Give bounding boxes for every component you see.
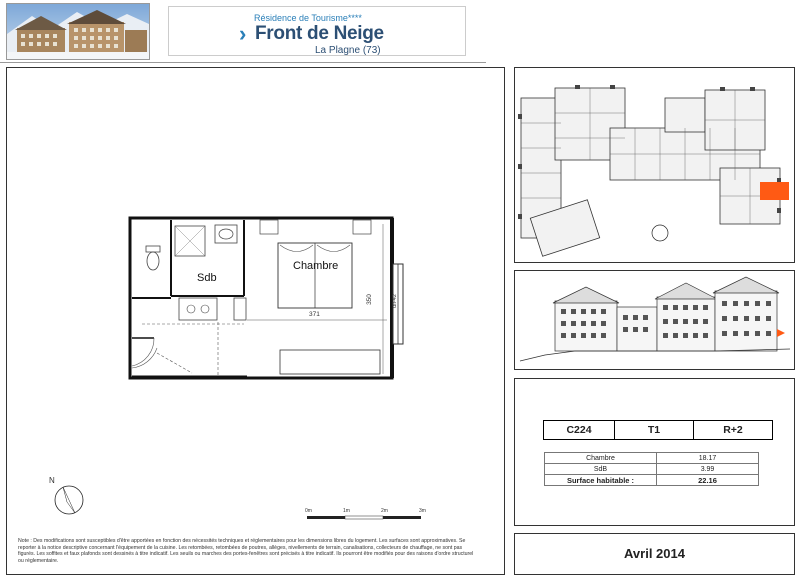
surface-row xyxy=(545,464,759,475)
surface-total-value: 22.16 xyxy=(657,475,759,486)
plan-date: Avril 2014 xyxy=(624,546,685,561)
disclaimer-note: Note : Des modifications sont susceptibles d'être apportées en fonction des nécessités techniques et réglementaires pour les dimensions libres du logement. Les surfaces sont approximatives. Se reporter à la notice descriptive concernant l'équipement de la cuisine. Les retombées, retombées de poutres, allèges, nivellements de terrain, canalisations, collecteurs de chauffage, ne sont pas figurés. Les soffites et faux plafonds sont dessinés à titre indicatif. Les seuils ou marches des portes-fenêtres sont précisés à titre indicatif. Ils pourront être modifiés pour des raisons d'ordre structurel ou réglementaire. xyxy=(18,538,474,564)
surface-table xyxy=(544,452,759,486)
floor-level: R+2 xyxy=(694,421,773,440)
surface-room-label: Chambre xyxy=(545,453,657,464)
scale-tick-1: 1m xyxy=(343,508,350,514)
dimension-depth: 350 xyxy=(365,294,373,305)
scale-tick-2: 2m xyxy=(381,508,388,514)
surface-row xyxy=(545,453,759,464)
reference-table xyxy=(543,420,773,440)
facade-drawing xyxy=(515,271,794,369)
facade-elevation-panel xyxy=(514,270,795,370)
apartment-type: T1 xyxy=(615,421,694,440)
residence-label: Résidence de Tourisme**** xyxy=(254,13,362,23)
site-plan-panel xyxy=(514,67,795,263)
apartment-highlight xyxy=(760,182,789,200)
surface-total-label: Surface habitable : xyxy=(545,475,657,486)
residence-photo xyxy=(6,3,150,60)
surface-total-row xyxy=(545,475,759,486)
surface-room-value: 18.17 xyxy=(657,453,759,464)
scale-tick-3: 3m xyxy=(419,508,426,514)
lot-number: C224 xyxy=(544,421,615,440)
scale-tick-0: 0m xyxy=(305,508,312,514)
apartment-marker-icon xyxy=(777,329,785,337)
residence-name: Front de Neige xyxy=(255,23,384,44)
surface-room-label: SdB xyxy=(545,464,657,475)
north-label: N xyxy=(49,476,55,485)
apartment-info-panel xyxy=(514,378,795,526)
chevron-right-icon: › xyxy=(239,21,247,46)
brand-logo xyxy=(168,6,466,56)
room-label-bath: Sdb xyxy=(197,272,217,284)
header-divider xyxy=(0,62,486,63)
floor-plan-drawing xyxy=(7,68,504,574)
surface-room-value: 3.99 xyxy=(657,464,759,475)
dimension-width: 371 xyxy=(309,311,320,318)
floor-plan-panel xyxy=(6,67,505,575)
room-label-bedroom: Chambre xyxy=(293,260,339,272)
date-panel xyxy=(514,533,795,575)
residence-location: La Plagne (73) xyxy=(315,45,381,56)
building-floor-map xyxy=(515,68,794,262)
dimension-window: dfl-42 xyxy=(391,294,398,308)
